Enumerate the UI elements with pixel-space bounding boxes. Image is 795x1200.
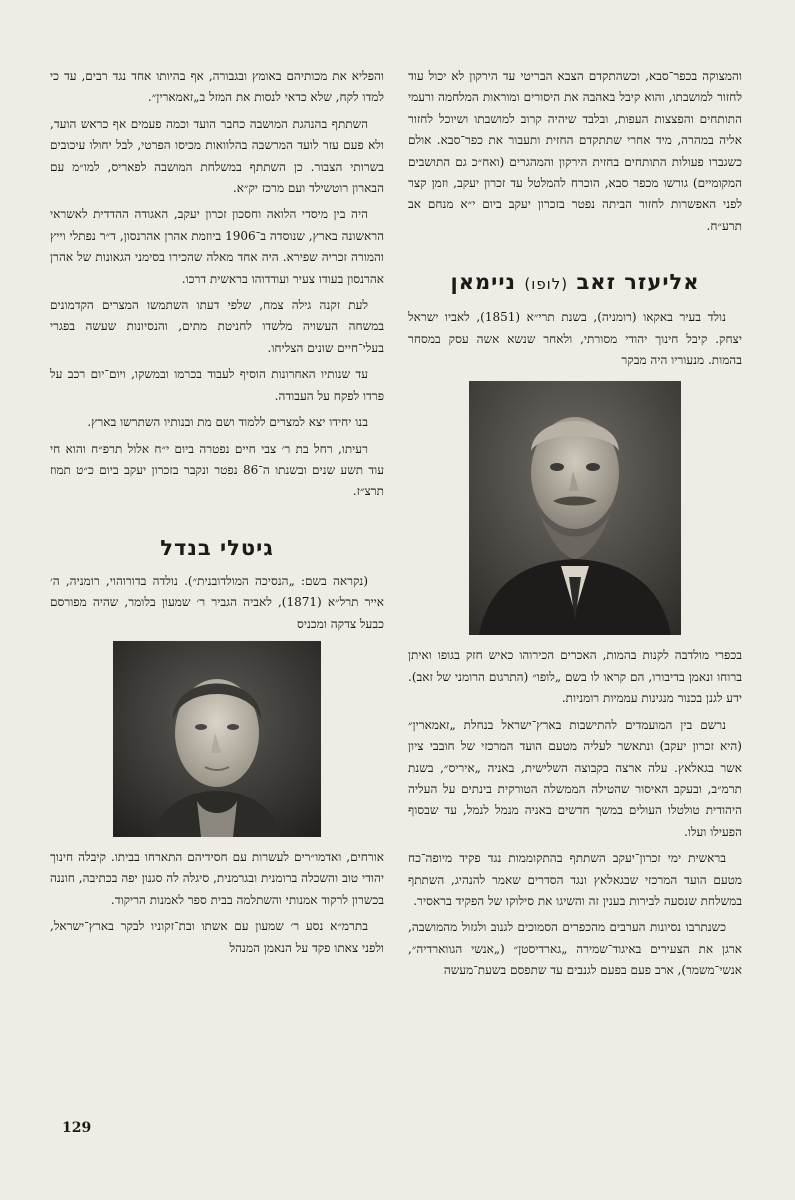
heading-gitli-bendel: גיטלי בנדל (160, 535, 274, 560)
portrait-woman-image (113, 641, 321, 837)
bio-paragraph: בכפרי מולדבה לקנות בהמות, האכרים הכירוהו כאיש חזק בגופו ואיתן ברוחו ונאמן בדיבורו, הם קראו לו בשם „לופו״ (התרגום הרומני של זאב). ידע לגנן בכנור מנגינות עממיות רומניות. (408, 648, 742, 706)
bio-paragraph: נרשם בין המועמדים להתישבות בארץ־ישראל בנחלת „זאמארין״ (היא זכרון יעקב) ונתאשר לעליה מטעם הועד המרכזי של חובבי ציון אשר בגאלאץ. עלה ארצה בקבוצה השלישית, באניה „איריס״, בשנת תרמ״ב, ובעקב האיסור שהטילה הממשלה הטורקית בינתים על העליה היהודית טולטלו העולים במשך חדשים באניה מנמל לנמל, עד שבסוף הפעילו ועלו. (408, 717, 742, 839)
intro-paragraph: והמצוקה בכפר־סבא, וכשהתקדם הצבא הבריטי עד הירקון לא יכול עוד לחזור למושבתו, והוא קיבל באהבה את היסורים ומוראות המלחמה ורעמי התותחים והפצצות העפות, ובלבד שיהיה קרוב למושבתו ושיוכל לחזור אליה במהרה, מיד אחרי שתתקדם החזית ותעבור את כפר־סבא. אולם כשגברו פעולות התותחים בחזית הירקון והמהגרים (ואח״כ גם התושבים המקומיים) גורשו מכפר סבא, הוכרח להמלטל עד זכרון יעקב, וזמן קצר לפני האפשרות לחזור הביתה נפטר בזכרון יעקב ביום י״א מנחם אב תרע״ח. (408, 69, 742, 233)
continued-paragraph: והפליא את מכותיהם באומץ ובגבורה, אף בהיותו אחד נגד רבים, עד כי למדו לקח, שלא כדאי לנסות את המזל ב„זאמארין״. (50, 69, 384, 105)
bio2-paragraph: בתרמ״א נסע ר׳ שמעון עם אשתו ובת־זקוניו לבקר בארץ־ישראל, ולפני צאתו פקד על הנאמן המנהל (50, 919, 384, 955)
portrait-photo-man (469, 381, 681, 635)
portrait-man-image (469, 381, 681, 635)
paragraph: בנו יחידו יצא למצרים ללמוד ושם מת ובנותיו השתרשו בארץ. (87, 415, 368, 430)
bio-paragraph: כשנתרבו נסיונות הערבים מהכפרים הסמוכים לגנוב ולגזול מהמושבה, ארגן את הצעירים באיגוד־שמירה „גארדיסטן״ („אנשי הגווארדיה״, אנשי־משמר), ארב פעם בפעם לגנבים עד שתפסם בשעת־מעשה (408, 920, 742, 978)
right-column (408, 66, 742, 987)
heading-surname: ניימאן (450, 270, 517, 295)
heading-eliezer-zeev-neiman (408, 267, 742, 299)
paragraph: עד שנותיו האחרונות הוסיף לעבוד בכרמו ובמשקו, ויום־יום רכב על פרדו לפקח על העבודה. (50, 367, 384, 403)
portrait-photo-woman (113, 641, 321, 837)
bio2-intro-paragraph: (נקראה בשם: „הנסיכה המולדובנית״). נולדה בדורוהוי, רומניה, ה׳ אייר תרל״א (1871), לאביה הגביר ר׳ שמעון בלומר, שהיה מפורסם כבעל צדקה ומכניס (50, 573, 384, 631)
bio2-paragraph: אורחים, ואדמו״רים לעשרות עם חסידיהם התארחו בביתו. קיבלה חינוך יהודי טוב והשכלה ברומנית ובגרמנית, סיגלה לה סגנון יפה בכתיבה, חוננה בכשרון לרקוד אמנותי והשתלמה בבית ספר לאמנות הריקוד. (50, 849, 384, 907)
paragraph: היה בין מיסדי הלואה וחסכון זכרון יעקב, האגודה ההדדית לאשראי הראשונה בארץ, שנוסדה ב־1906 ביוזמת אהרן אהרנסון, ד״ר נפתלי וייץ והמורה זכריה שפירא. היה אחד מאלה שהכירו בסימני הגאונות של אהרן אהרנסון בעודו צעיר ועודדוהו בראשית דרכו. (50, 207, 384, 286)
page-number: 129 (62, 1120, 92, 1136)
heading-nickname: (לופו) (524, 275, 569, 294)
paragraph: לעת זקנה גילה צמח, שלפי דעתו השתמשו המצרים הקדמונים במשחה העשויה מלשדו לחניטת מתים, והנסיונות שעשה בפגרי בעלי־חיים שונים הצליחו. (50, 298, 384, 355)
left-column (50, 66, 384, 964)
heading-name: אליעזר זאב (576, 270, 700, 295)
paragraph: רעיתו, רחל בת ר׳ צבי חיים נפטרה ביום י״ח אלול תרפ״ח והוא חי עוד תשע שנים ובשנתו ה־86 נפטר ונקבר בזכרון יעקב ביום כ״ט תמוז תרצ״ז. (50, 441, 384, 499)
paragraph: השתתף בהנהגת המושבה כחבר הועד וכמה פעמים אף כראש הועד, ולא פעם עזר לועד המרשבה בהלוואות מכיסו הפרטי, לבל יחולו עיכובים בשרותי הצבור. כן השתתף במשלחת המושבה לפאריס, למו״מ עם הבארון רוטשילד ועם מרכז יק״א. (50, 116, 384, 196)
bio-intro-paragraph: נולד בעיר באקאו (רומניה), בשנת תרי״א (1851), לאביו ישראל יצחק. קיבל חינוך יהודי מסורתי, ולאחר שנשא אשה עסק במסחר בהמות. מנעוריו היה מבקר (408, 310, 742, 368)
bio-paragraph: בראשית ימי זכרון־יעקב השתתף בהתקוממות נגד פקיד מיופה־כח מטעם הועד המרכזי שבגאלאץ ונגד הסדרים שאמר להנהיג, השתתף במשלחת שנסעה לבירות בענין זה והשיגו את סילוקו של הפקיד בראסיר. (408, 851, 742, 908)
